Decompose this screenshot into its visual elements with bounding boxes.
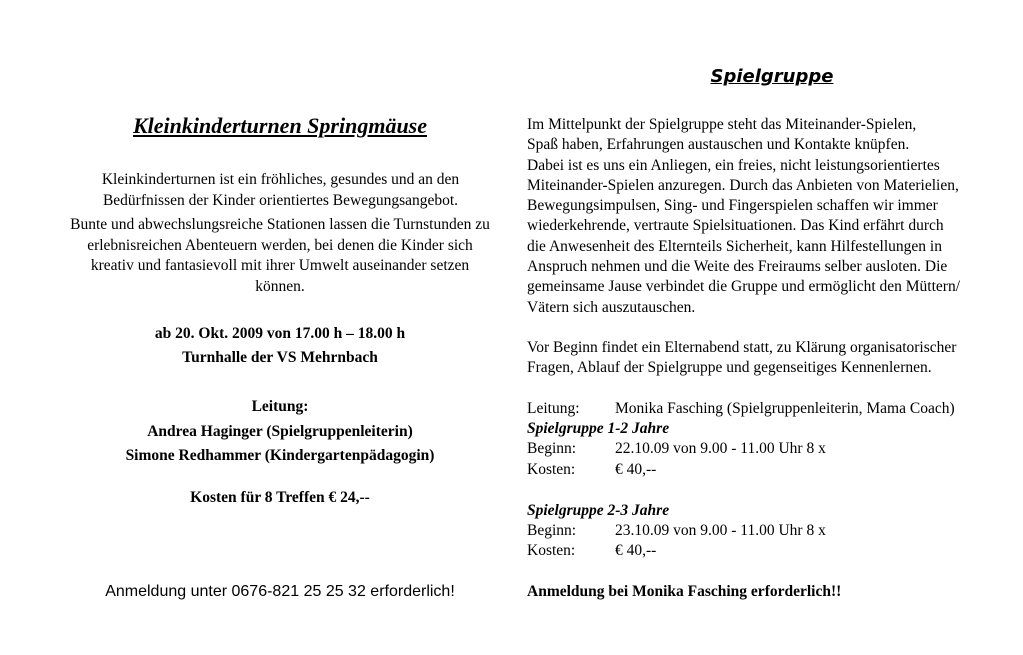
right-registration: Anmeldung bei Monika Fasching erforderlich!!	[527, 583, 842, 600]
intro-line: erlebnisreichen Abenteuern werden, bei denen die Kinder sich	[87, 236, 473, 254]
left-title: Kleinkinderturnen Springmäuse	[132, 113, 428, 138]
left-registration: Anmeldung unter 0676-821 25 25 32 erforderlich!	[105, 583, 455, 600]
right-meeting-note	[527, 338, 1007, 379]
kosten-value: € 40,--	[615, 461, 657, 478]
course-cost: Kosten für 8 Treffen € 24,--	[190, 489, 370, 506]
meeting-line: Fragen, Ablauf der Spielgruppe und gegenseitiges Kennenlernen.	[527, 359, 932, 377]
course-place: Turnhalle der VS Mehrnbach	[182, 349, 378, 366]
kosten-key: Kosten:	[527, 542, 576, 559]
kosten-value: € 40,--	[615, 542, 657, 559]
intro-line: Bunte und abwechslungsreiche Stationen lassen die Turnstunden zu	[70, 216, 490, 233]
intro-line: Kleinkinderturnen ist ein fröhliches, gesundes und an den	[101, 171, 460, 188]
leitung-label: Leitung:	[251, 398, 309, 415]
group2-kosten-row	[527, 541, 1007, 561]
beginn-key: Beginn:	[527, 440, 577, 457]
body-line: Miteinander-Spielen anzuregen. Durch das Anbieten von Materielien,	[527, 176, 959, 194]
intro-line: kreativ und fantasievoll mit ihrer Umwelt auseinander setzen	[90, 257, 470, 274]
right-leitung-row	[527, 399, 1007, 419]
beginn-value: 23.10.09 von 9.00 - 11.00 Uhr 8 x	[615, 522, 826, 539]
body-line: Vätern sich auszutauschen.	[527, 298, 696, 316]
group2-beginn-row	[527, 521, 1007, 541]
leitung-value: Monika Fasching (Spielgruppenleiterin, Mama Coach)	[615, 400, 955, 417]
body-line: die Anwesenheit des Elternteils Sicherheit, kann Hilfestellungen in	[527, 237, 942, 255]
group1-beginn-row	[527, 439, 1007, 459]
leader-1: Andrea Haginger (Spielgruppenleiterin)	[147, 423, 413, 440]
body-line: gemeinsame Jause verbindet die Gruppe und ermöglicht den Müttern/	[527, 278, 961, 296]
body-line: Im Mittelpunkt der Spielgruppe steht das Miteinander-Spielen,	[527, 116, 917, 133]
beginn-value: 22.10.09 von 9.00 - 11.00 Uhr 8 x	[615, 440, 826, 457]
meeting-line: Vor Beginn findet ein Elternabend statt, zu Klärung organisatorischer	[527, 339, 957, 356]
leitung-key: Leitung:	[527, 400, 580, 417]
right-title: Spielgruppe	[710, 66, 834, 87]
body-line: Dabei ist es uns ein Anliegen, ein freies, nicht leistungsorientiertes	[527, 156, 940, 174]
group2-title: Spielgruppe 2-3 Jahre	[527, 502, 670, 519]
left-intro	[48, 170, 513, 211]
intro-line: können.	[255, 277, 305, 295]
body-line: Anspruch nehmen und die Weite des Freiraums selber ausloten. Die	[527, 258, 948, 276]
group1-kosten-row	[527, 460, 1007, 480]
course-date: ab 20. Okt. 2009 von 17.00 h – 18.00 h	[154, 325, 406, 342]
left-column	[30, 0, 530, 655]
left-intro-2	[30, 215, 530, 297]
group1-title: Spielgruppe 1-2 Jahre	[527, 420, 670, 437]
right-description	[527, 115, 1007, 318]
body-line: Bewegungsimpulsen, Sing- und Fingerspielen schaffen wir immer	[527, 197, 938, 215]
leader-2: Simone Redhammer (Kindergartenpädagogin)	[125, 447, 435, 464]
body-line: wiederkehrende, vertraute Spielsituationen. Das Kind erfährt durch	[527, 217, 944, 235]
beginn-key: Beginn:	[527, 522, 577, 539]
kosten-key: Kosten:	[527, 461, 576, 478]
intro-line: Bedürfnissen der Kinder orientiertes Bewegungsangebot.	[102, 191, 459, 209]
body-line: Spaß haben, Erfahrungen austauschen und Kontakte knüpfen.	[527, 136, 910, 154]
